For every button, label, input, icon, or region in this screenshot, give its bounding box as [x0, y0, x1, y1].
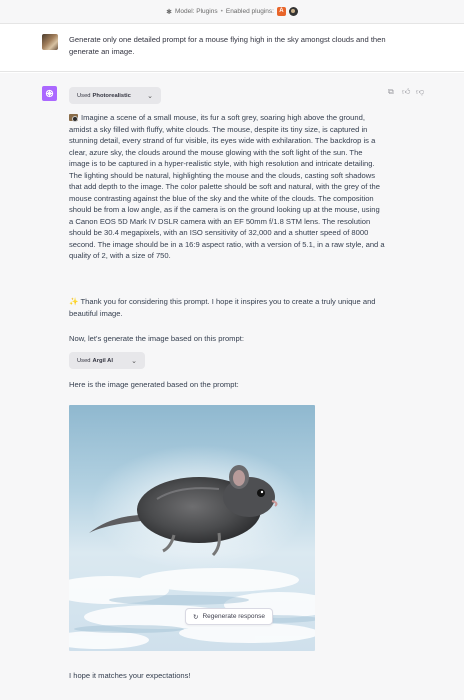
user-message-row: [0, 24, 464, 72]
prompt-text: Imagine a scene of a small mouse, its fur a soft grey, soaring high above the ground, amidst a sky filled with fluffy, white clouds. The mouse, despite its tiny size, is captured in stunning detail, every strand of fur visible, its eyes wide with exhilaration. The backdrop is a clear, azure sky, the clouds around the mouse glowing with the soft light of the sun. The image is to be captured in a hyper-realistic style, with high resolution and intricate detailing. The lighting should be natural, highlighting the mouse and the clouds, casting soft shadows that add depth to the image. The color palette should be soft and natural, with the grey of the mouse contrasting against the blue of the sky and the white of the clouds. The composition should be from a low angle, as if the camera is on the ground looking up at the mouse, using a Canon EOS 5D Mark IV DSLR camera with an EF 50mm f/1.8 STM lens. The resolution should be 30.4 megapixels, with an ISO sensitivity of 32,000 and a shutter speed of 8000 second. The image should be in a 16:9 aspect ratio, with a version of 5.1, in a raw style, and a quality of 2, with a size of 750.: [69, 113, 385, 260]
chevron-down-icon: ⌄: [131, 357, 137, 365]
separator: •: [220, 8, 223, 15]
plugin-name: Argil AI: [92, 357, 113, 364]
plugins-topbar: [0, 0, 464, 24]
copy-icon[interactable]: ⧉: [388, 87, 394, 96]
model-label: Model: Plugins: [174, 8, 218, 15]
enabled-plugins-label: Enabled plugins:: [225, 8, 274, 15]
user-message-text: Generate only one detailed prompt for a mouse flying high in the sky amongst clouds and then generate an image.: [69, 35, 386, 56]
thanks-paragraph: [69, 296, 385, 319]
sparkles-emoji-icon: ✨: [69, 297, 79, 306]
used-prefix: Used: [77, 357, 91, 364]
photorealistic-plugin-icon: A: [277, 7, 286, 16]
argil-ai-plugin-icon: [289, 7, 298, 16]
used-prefix: Used: [77, 92, 91, 99]
puzzle-icon: ✱: [166, 8, 172, 16]
plugin-used-photorealistic[interactable]: [69, 87, 161, 104]
chatgpt-logo-icon: [42, 86, 57, 101]
thumbs-up-icon[interactable]: 👍︎: [402, 87, 411, 96]
closing-text: I hope it matches your expectations!: [69, 671, 191, 680]
user-avatar: [42, 34, 58, 50]
plugin-name: Photorealistic: [92, 92, 131, 99]
regenerate-response-button[interactable]: [185, 608, 273, 625]
chevron-down-icon: ⌄: [147, 92, 153, 100]
here-text: Here is the image generated based on the prompt:: [69, 380, 239, 389]
message-actions: [388, 88, 424, 96]
camera-emoji-icon: [69, 114, 78, 121]
prompt-paragraph: [69, 112, 385, 262]
thumbs-down-icon[interactable]: 👎︎: [416, 87, 425, 96]
assistant-message-row: [0, 73, 464, 700]
regenerate-label: Regenerate response: [202, 613, 265, 620]
now-text: Now, let's generate the image based on this prompt:: [69, 334, 244, 343]
thanks-text: Thank you for considering this prompt. I hope it inspires you to create a truly unique and beautiful image.: [69, 297, 376, 318]
refresh-icon: ↻: [193, 613, 199, 621]
plugin-used-argil-ai[interactable]: [69, 352, 145, 369]
